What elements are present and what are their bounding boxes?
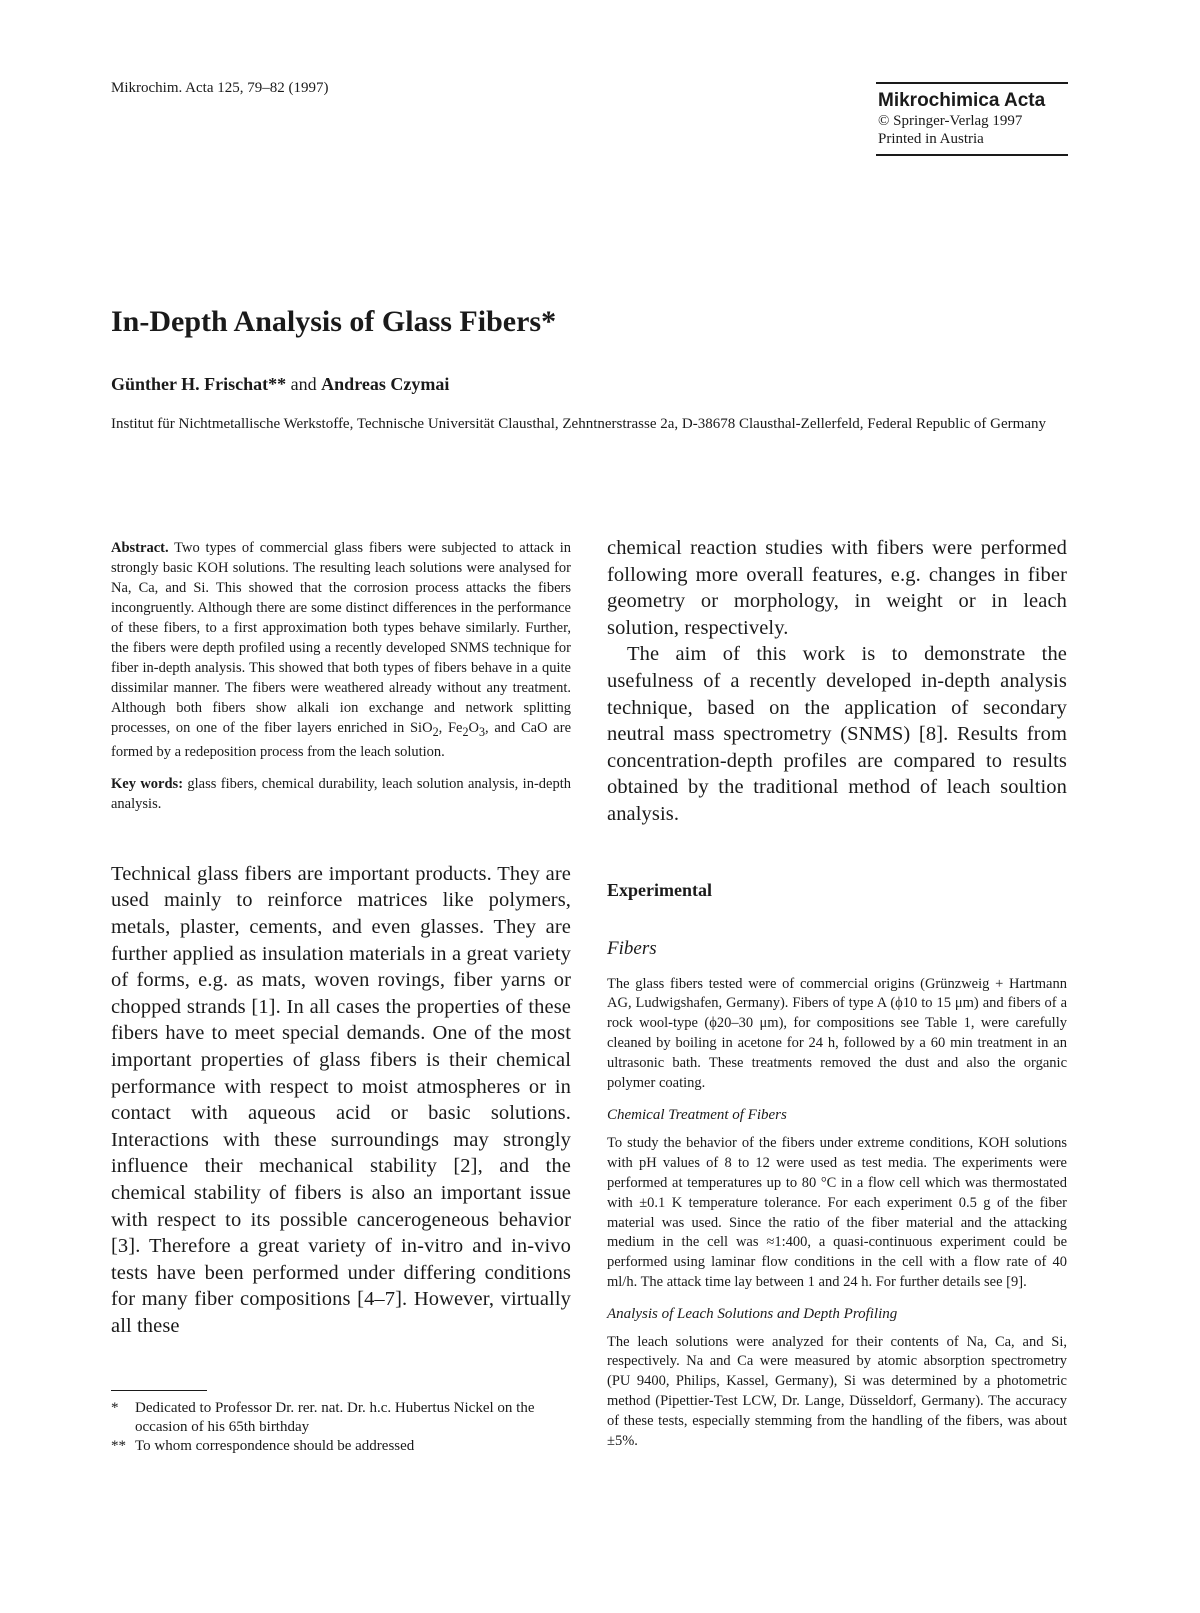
abstract-text: , Fe	[438, 720, 463, 736]
article-title: In-Depth Analysis of Glass Fibers*	[111, 305, 557, 338]
author-name: Günther H. Frischat**	[111, 374, 287, 394]
footnote	[111, 1437, 571, 1456]
subsubsection-heading: Chemical Treatment of Fibers	[607, 1107, 787, 1124]
author-separator: and	[286, 374, 322, 394]
subsubsection-heading: Analysis of Leach Solutions and Depth Profiling	[607, 1305, 898, 1322]
keywords	[111, 774, 571, 814]
subsection-heading: Fibers	[607, 937, 657, 959]
printed-line: Printed in Austria	[878, 131, 984, 147]
footnote-text: To whom correspondence should be addressed	[135, 1437, 415, 1454]
abstract-text: Two types of commercial glass fibers were subjected to attack in strongly basic KOH solutions. The resulting leach solutions were analysed for Na, Ca, and Si. This showed that the corrosion process attacks the fibers incongruently. Although there are some distinct differences in the performance of these fibers, to a first approximation both types behave similarly. Further, the fibers were depth profiled using a recently developed SNMS technique for fiber in-depth analysis. This showed that both types of fibers behave in a quite dissimilar manner. The fibers were weathered already without any treatment. Although both fibers show alkali ion exchange and network splitting processes, on one of the fiber layers enriched in SiO	[111, 540, 571, 736]
chem-treatment-paragraph: To study the behavior of the fibers under extreme conditions, KOH solutions with pH values of 8 to 12 were used as test media. The experiments were performed at temperatures up to 80 °C in a flow cell which was thermostated with ±0.1 K temperature tolerance. For each experiment 0.5 g of the fiber material was used. Since the ratio of the fiber material and the attacking medium in the cell was ≈1:400, a quasi-continuous experiment could be performed using laminar flow conditions in the cell with a flow rate of 40 ml/h. The attack time lay between 1 and 24 h. For further details see [9].	[607, 1135, 1067, 1290]
abstract-label: Abstract.	[111, 540, 169, 556]
intro-continued: chemical reaction studies with fibers were performed following more overall features, e.g. changes in fiber geometry or morphology, in weight or in leach solution, respectively.	[607, 537, 1067, 639]
aim-paragraph: The aim of this work is to demonstrate the usefulness of a recently developed in-depth analysis technique, based on the application of secondary neutral mass spectrometry (SNMS) [8]. Results from concentration-depth profiles are compared to results obtained by the traditional method of leach soultion analysis.	[607, 643, 1067, 825]
footnote-rule	[111, 1390, 207, 1391]
copyright-line: © Springer-Verlag 1997	[878, 113, 1023, 129]
footnote-mark: *	[111, 1399, 119, 1416]
abstract-text: , and CaO are formed by a redeposition process from the leach solution.	[111, 720, 572, 760]
footnote-mark: **	[111, 1437, 126, 1454]
leach-analysis-paragraph: The leach solutions were analyzed for their contents of Na, Ca, and Si, respectively. Na and Ca were measured by atomic absorption spectrometry (PU 9400, Philips, Kassel, Germany), Si was determined by a photometric method (Pipettier-Test LCW, Dr. Lange, Düsseldorf, Germany). The accuracy of these tests, especially stemming from the handling of the fibers, was about ±5%.	[607, 1333, 1067, 1449]
journal-name: Mikrochimica Acta	[878, 90, 1046, 111]
subscript: 3	[478, 724, 486, 739]
keywords-text: glass fibers, chemical durability, leach solution analysis, in-depth analysis.	[111, 775, 571, 812]
subscript: 2	[462, 724, 469, 739]
author-name: Andreas Czymai	[321, 374, 450, 394]
keywords-label: Key words:	[111, 775, 184, 792]
journal-citation: Mikrochim. Acta 125, 79–82 (1997)	[111, 80, 329, 96]
affiliation: Institut für Nichtmetallische Werkstoffe, Technische Universität Clausthal, Zehntnerstrasse 2a, D-38678 Clausthal-Zellerfeld, Federal Republic of Germany	[111, 416, 1046, 432]
fibers-paragraph: The glass fibers tested were of commercial origins (Grünzweig + Hartmann AG, Ludwigshafen, Germany). Fibers of type A (ϕ10 to 15 μm) and fibers of a rock wool-type (ϕ20–30 μm), for compositions see Table 1, were carefully cleaned by boiling in acetone for 24 h, followed by a 60 min treatment in an ultrasonic bath. These treatments removed the dust and also the organic polymer coating.	[607, 975, 1067, 1091]
abstract	[111, 538, 571, 762]
section-heading: Experimental	[607, 879, 712, 900]
author-list	[111, 374, 449, 395]
subscript: 2	[432, 724, 439, 739]
intro-paragraph: Technical glass fibers are important products. They are used mainly to reinforce matrices like polymers, metals, plaster, cements, and even glasses. They are further applied as insulation materials in a great variety of forms, e.g. as mats, woven rovings, fiber yarns or chopped strands [1]. In all cases the properties of these fibers have to meet special demands. One of the most important properties of glass fibers is their chemical performance with respect to moist atmospheres or in contact with aqueous acid or basic solutions. Interactions with these surroundings may strongly influence their mechanical stability [2], and the chemical stability of fibers is also an important issue with respect to its possible cancerogeneous behavior [3]. Therefore a great variety of in-vitro and in-vivo tests have been performed under differing conditions for many fiber compositions [4–7]. However, virtually all these	[111, 862, 571, 1337]
right-column	[607, 535, 1067, 1451]
journal-masthead	[876, 82, 1068, 156]
abstract-text: O	[468, 720, 479, 736]
footnote	[111, 1399, 571, 1437]
left-column	[111, 538, 571, 1456]
footnote-text: Dedicated to Professor Dr. rer. nat. Dr. h.c. Hubertus Nickel on the occasion of his 65th birthday	[135, 1399, 535, 1435]
